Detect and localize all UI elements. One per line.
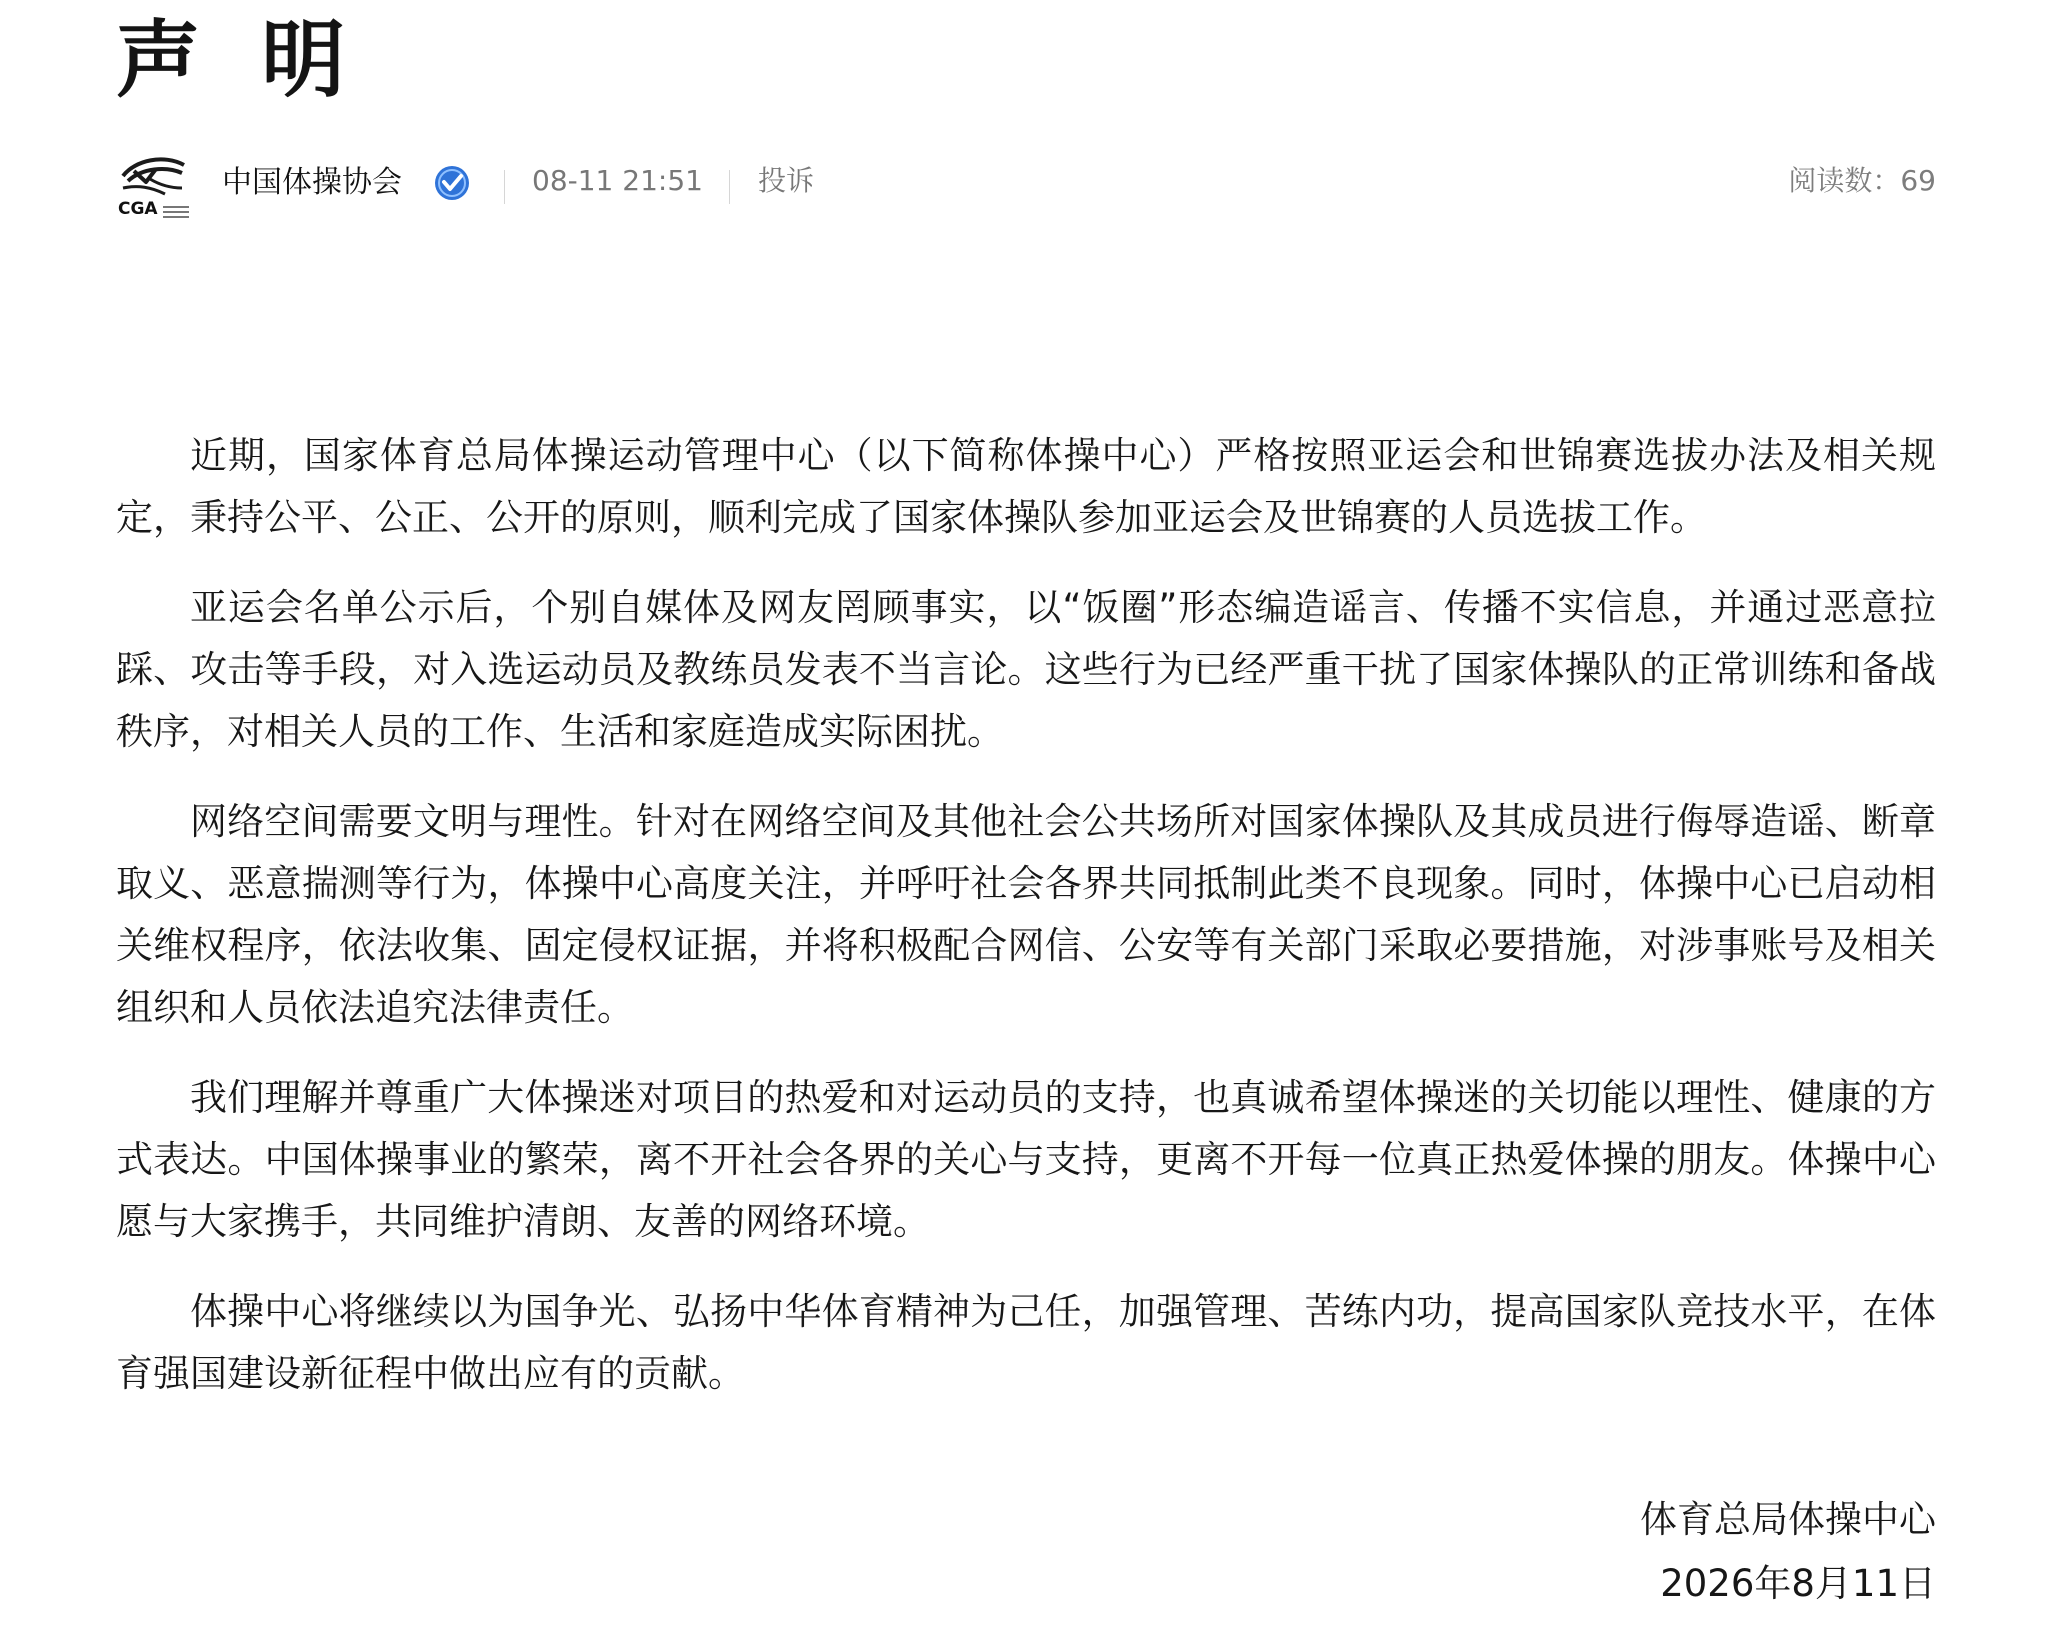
article-body	[116, 425, 1936, 1433]
article-paragraph: 体操中心将继续以为国争光、弘扬中华体育精神为己任，加强管理、苦练内功，提高国家队竞技水平，在体育强国建设新征程中做出应有的贡献。	[116, 1290, 1936, 1395]
meta-divider	[504, 170, 505, 204]
publish-time: 08-11 21:51	[532, 164, 703, 197]
signature-organization: 体育总局体操中心	[1640, 1498, 1936, 1541]
page-title: 声 明	[116, 11, 362, 109]
article-paragraph: 网络空间需要文明与理性。针对在网络空间及其他社会公共场所对国家体操队及其成员进行侮辱造谣、断章取义、恶意揣测等行为，体操中心高度关注，并呼吁社会各界共同抵制此类不良现象。同时，体操中心已启动相关维权程序，依法收集、固定侵权证据，并将积极配合网信、公安等有关部门采取必要措施，对涉事账号及相关组织和人员依法追究法律责任。	[116, 800, 1936, 1029]
cga-logo-text: CGA	[118, 199, 158, 219]
author-name[interactable]: 中国体操协会	[222, 165, 402, 200]
report-link[interactable]: 投诉	[758, 164, 815, 197]
verified-badge-icon	[434, 165, 470, 201]
signature-block	[1640, 1488, 1936, 1616]
article-paragraph: 亚运会名单公示后，个别自媒体及网友罔顾事实，以“饭圈”形态编造谣言、传播不实信息，并通过恶意拉踩、攻击等手段，对入选运动员及教练员发表不当言论。这些行为已经严重干扰了国家体操队的正常训练和备战秩序，对相关人员的工作、生活和家庭造成实际困扰。	[116, 586, 1936, 753]
signature-date: 2026年8月11日	[1660, 1562, 1936, 1605]
meta-divider	[729, 170, 730, 204]
read-count: 阅读数：69	[1788, 164, 1936, 197]
cga-logo-icon	[116, 148, 194, 226]
article-paragraph: 近期，国家体育总局体操运动管理中心（以下简称体操中心）严格按照亚运会和世锦赛选拔办法及相关规定，秉持公平、公正、公开的原则，顺利完成了国家体操队参加亚运会及世锦赛的人员选拔工作。	[116, 434, 1936, 539]
article-paragraph: 我们理解并尊重广大体操迷对项目的热爱和对运动员的支持，也真诚希望体操迷的关切能以理性、健康的方式表达。中国体操事业的繁荣，离不开社会各界的关心与支持，更离不开每一位真正热爱体操的朋友。体操中心愿与大家携手，共同维护清朗、友善的网络环境。	[116, 1076, 1936, 1243]
article-meta-row	[116, 146, 1936, 230]
